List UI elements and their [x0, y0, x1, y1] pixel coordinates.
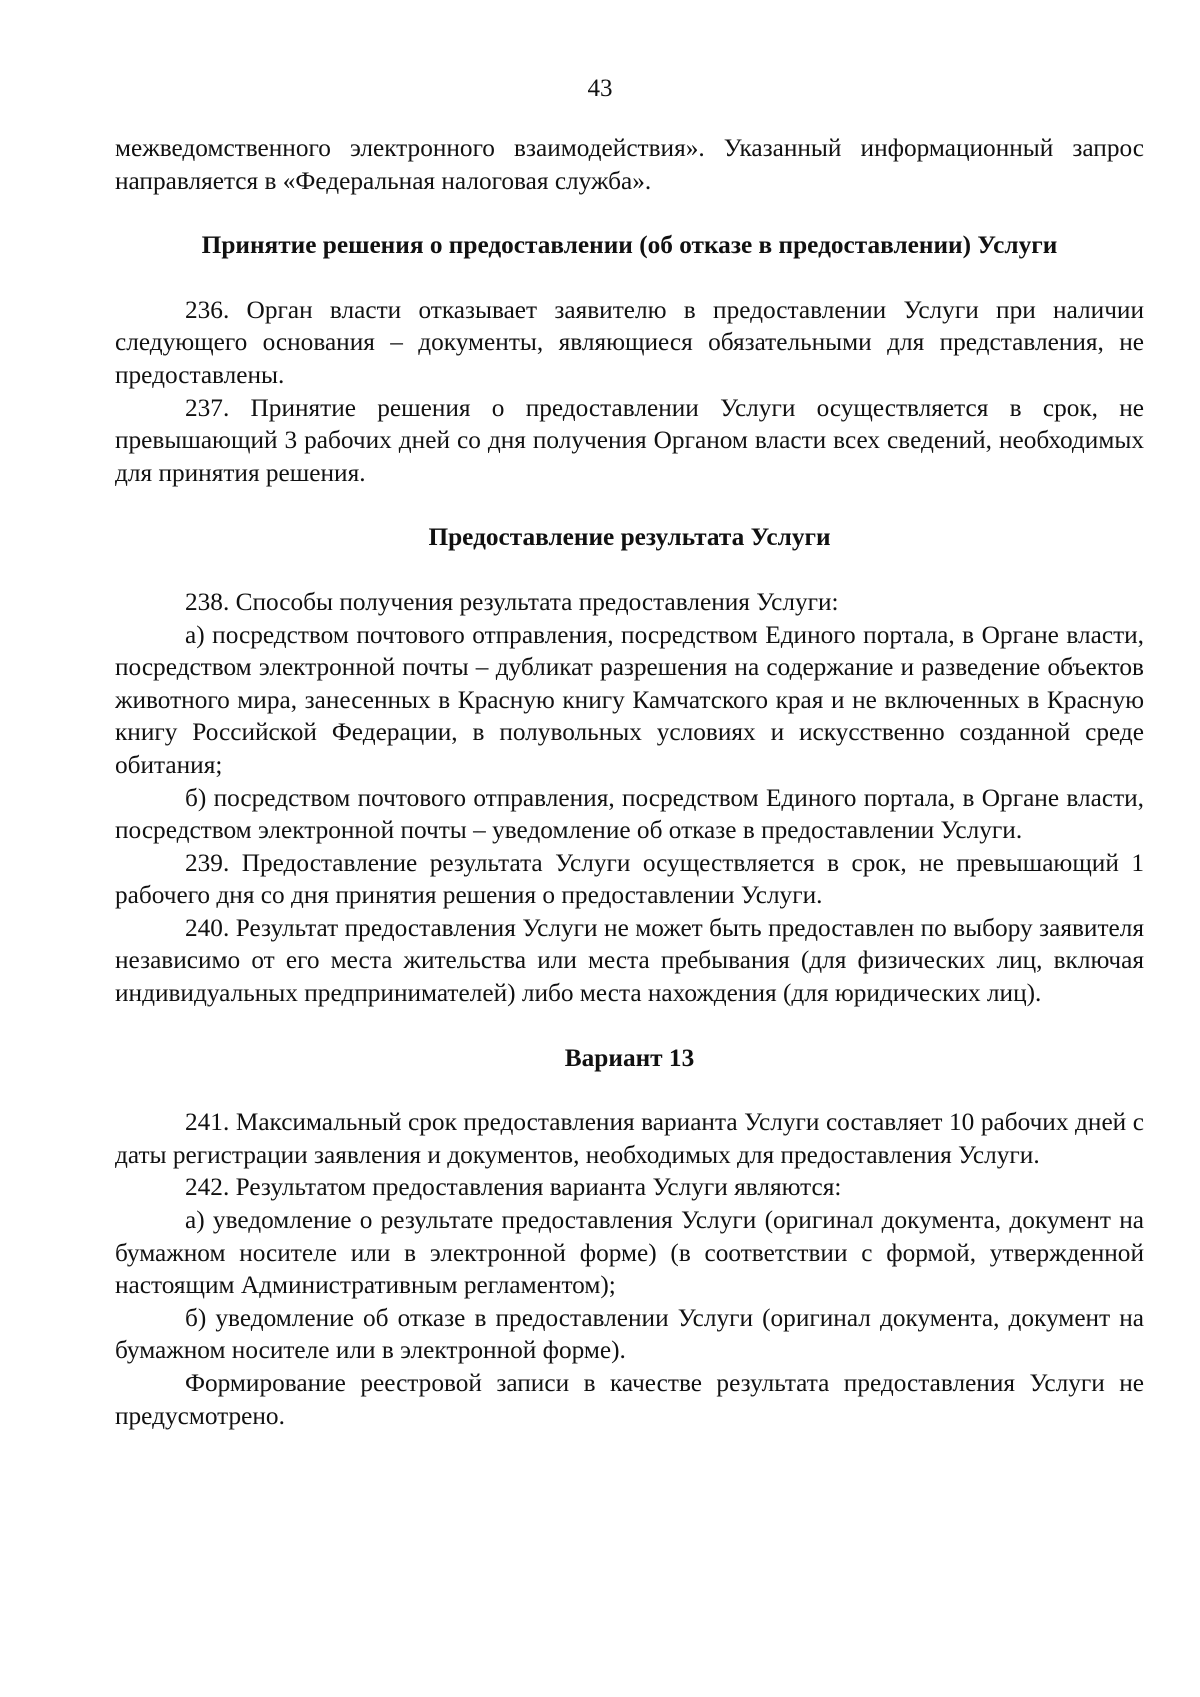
paragraph-236: 236. Орган власти отказывает заявителю в предоставлении Услуги при наличии следующего основания – документы, являющиеся обязательными для представления, не предоставлены. [115, 295, 1144, 389]
paragraph-242-a: а) уведомление о результате предоставления Услуги (оригинал документа, документ на бумажном носителе или в электронной форме) (в соответствии с формой, утвержденной настоящим Административным регламентом); [115, 1206, 1144, 1300]
paragraph-241: 241. Максимальный срок предоставления варианта Услуги составляет 10 рабочих дней с даты регистрации заявления и документов, необходимых для предоставления Услуги. [115, 1108, 1144, 1169]
paragraph-238: 238. Способы получения результата предоставления Услуги: [185, 587, 839, 616]
section-heading-variant-13: Вариант 13 [564, 1043, 695, 1072]
page-number: 43 [587, 75, 613, 102]
paragraph-242-b: б) уведомление об отказе в предоставлении Услуги (оригинал документа, документ на бумажном носителе или в электронной форме). [115, 1303, 1144, 1365]
paragraph-240: 240. Результат предоставления Услуги не может быть предоставлен по выбору заявителя независимо от его места жительства или места пребывания (для физических лиц, включая индивидуальных предпринимателей) либо места нахождения (для юридических лиц). [115, 913, 1144, 1008]
paragraph-238-a: а) посредством почтового отправления, посредством Единого портала, в Органе власти, посредством электронной почты – дубликат разрешения на содержание и разведение объектов животного мира, занесенных в Красную книгу Камчатского края и не включенных в Красную книгу Российской Федерации, в полувольных условиях и искусственно созданной среде обитания; [115, 620, 1144, 779]
paragraph-237: 237. Принятие решения о предоставлении Услуги осуществляется в срок, не превышающий 3 рабочих дней со дня получения Органом власти всех сведений, необходимых для принятия решения. [115, 393, 1144, 487]
section-heading-result: Предоставление результата Услуги [428, 523, 831, 552]
paragraph-continuation: межведомственного электронного взаимодействия». Указанный информационный запрос направляется в «Федеральная налоговая служба». [115, 134, 1144, 195]
paragraph-registry-note: Формирование реестровой записи в качестве результата предоставления Услуги не предусмотрено. [115, 1369, 1144, 1430]
paragraph-238-b: б) посредством почтового отправления, посредством Единого портала, в Органе власти, посредством электронной почты – уведомление об отказе в предоставлении Услуги. [115, 783, 1144, 845]
paragraph-242: 242. Результатом предоставления варианта Услуги являются: [185, 1173, 842, 1202]
document-body [115, 132, 1144, 1432]
section-heading-decision: Принятие решения о предоставлении (об отказе в предоставлении) Услуги [201, 231, 1058, 260]
paragraph-239: 239. Предоставление результата Услуги осуществляется в срок, не превышающий 1 рабочего дня со дня принятия решения о предоставлении Услуги. [115, 848, 1144, 910]
